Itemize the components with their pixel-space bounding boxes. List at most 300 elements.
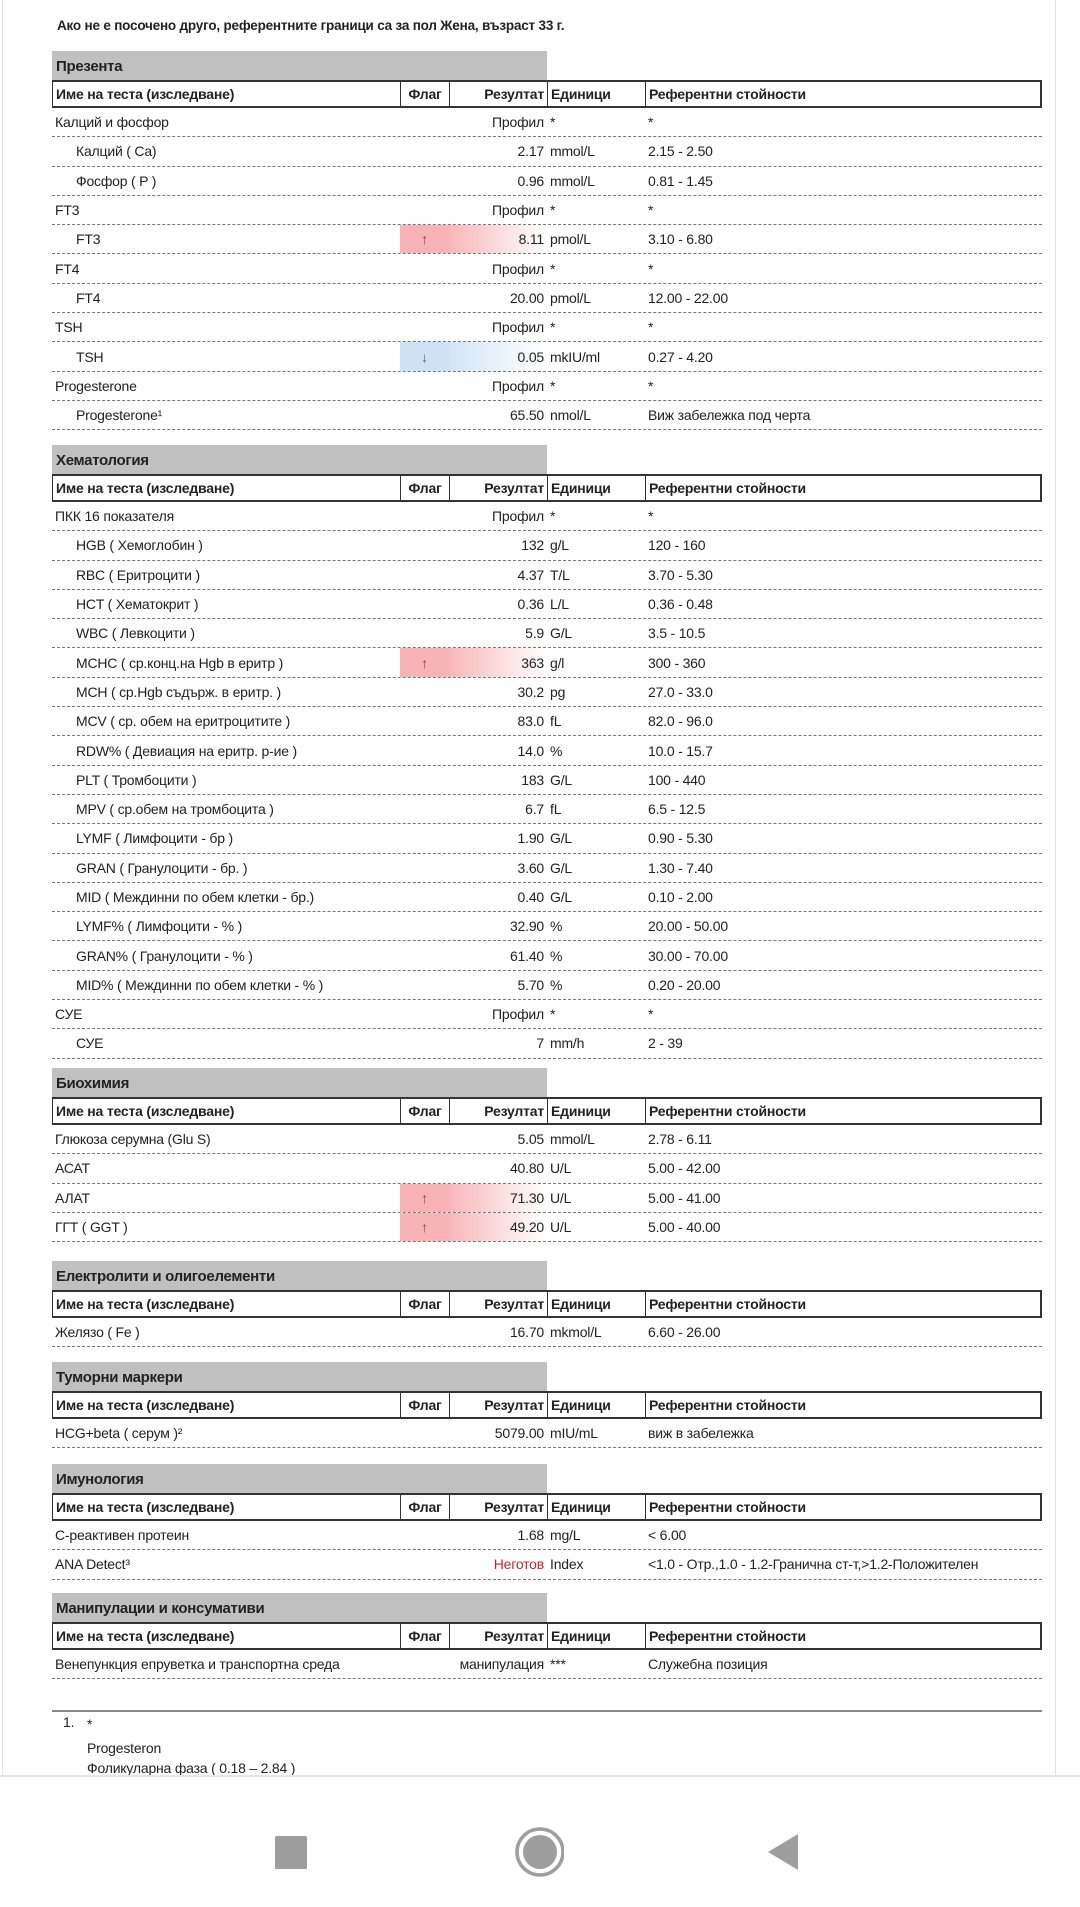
section-title: Имунология	[52, 1464, 547, 1493]
test-name: СУЕ	[55, 1006, 83, 1023]
table-row	[52, 1184, 1042, 1213]
test-name: MID ( Междинни по обем клетки - бр.)	[76, 889, 315, 905]
units: *	[550, 114, 556, 131]
table-row	[52, 196, 1042, 225]
reference-range: *	[648, 319, 654, 336]
result-value: 65.50	[509, 407, 544, 424]
table-row	[52, 561, 1042, 590]
units: mIU/mL	[550, 1425, 598, 1442]
flag-high-arrow: ↑	[400, 1184, 449, 1212]
units: mkmol/L	[550, 1324, 602, 1341]
reference-range: виж в забележка	[648, 1425, 754, 1442]
test-name: Венепункция епруветка и транспортна среда	[55, 1656, 340, 1673]
table-row	[52, 971, 1042, 1000]
units: %	[550, 742, 563, 759]
test-name: MCHC ( ср.конц.на Hgb в еритр )	[76, 654, 284, 671]
reference-range: *	[648, 260, 654, 277]
reference-range: *	[648, 508, 654, 525]
test-name: MCH ( ср.Hgb съдърж. в еритр. )	[76, 683, 282, 700]
table-row	[52, 225, 1042, 254]
reference-range: 5.00 - 41.00	[648, 1189, 721, 1206]
result-value: 14.0	[517, 742, 544, 759]
reference-range: 10.0 - 15.7	[648, 742, 713, 759]
test-name: ПКК 16 показателя	[55, 508, 174, 525]
units: *	[550, 508, 556, 525]
reference-range: *	[648, 114, 654, 131]
test-name: WBC ( Левкоцити )	[76, 625, 195, 642]
test-name: FT4	[76, 289, 101, 306]
table-row	[52, 883, 1042, 912]
triangle-back-icon	[766, 1832, 800, 1872]
reference-range: 5.00 - 42.00	[648, 1160, 721, 1177]
units: U/L	[550, 1160, 572, 1177]
table-row	[52, 590, 1042, 619]
result-value: Профил	[492, 202, 544, 219]
flag-cell	[400, 108, 449, 136]
result-value: 363	[449, 648, 547, 676]
header-ref: Референтни стойности	[649, 86, 806, 102]
section-title: Хематология	[52, 445, 547, 474]
table-row	[52, 284, 1042, 313]
table-row	[52, 1213, 1042, 1242]
test-name: RDW% ( Девиация на еритр. р-ие )	[76, 742, 297, 759]
section-3	[52, 1261, 1042, 1347]
header-ref: Референтни стойности	[649, 1397, 806, 1413]
result-value: 5.05	[517, 1131, 544, 1148]
units: mg/L	[550, 1527, 581, 1544]
section-1	[52, 445, 1042, 1059]
header-result: Резултат	[450, 82, 548, 106]
table-row	[52, 531, 1042, 560]
units: g/l	[550, 654, 565, 671]
square-icon	[274, 1835, 308, 1869]
test-name: Глюкоза серумна (Glu S)	[55, 1131, 211, 1148]
test-name: ANA Detect³	[55, 1556, 130, 1573]
header-units: Единици	[548, 1495, 646, 1519]
reference-range: 27.0 - 33.0	[648, 683, 713, 700]
reference-range: 12.00 - 22.00	[648, 289, 728, 306]
test-name: Калций и фосфор	[55, 114, 169, 131]
flag-cell	[400, 854, 449, 882]
footnote-line2: Фоликуларна фаза ( 0.18 – 2.84 )	[87, 1760, 296, 1775]
table-row	[52, 1650, 1042, 1679]
reference-range: 20.00 - 50.00	[648, 918, 728, 935]
flag-high-arrow: ↑	[400, 1213, 449, 1241]
units: Index	[550, 1556, 584, 1573]
reference-range: 0.81 - 1.45	[648, 172, 713, 189]
result-value: 0.36	[517, 596, 544, 613]
table-header	[52, 1391, 1042, 1419]
header-flag: Флаг	[401, 1393, 450, 1417]
test-name: АЛАТ	[55, 1189, 90, 1206]
units: G/L	[550, 830, 572, 847]
circle-icon	[514, 1826, 564, 1878]
result-value: 183	[521, 771, 544, 788]
flag-cell	[400, 284, 449, 312]
units: *	[550, 260, 556, 277]
result-value: Неготов	[493, 1556, 544, 1573]
result-value: 7	[536, 1035, 544, 1052]
units: %	[550, 918, 563, 935]
table-row	[52, 137, 1042, 166]
table-row	[52, 167, 1042, 196]
table-row	[52, 766, 1042, 795]
test-name: MID% ( Междинни по обем клетки - % )	[76, 976, 324, 993]
test-name: LYMF% ( Лимфоцити - % )	[76, 918, 243, 935]
section-2	[52, 1068, 1042, 1242]
flag-cell	[400, 736, 449, 764]
test-name: TSH	[76, 348, 104, 365]
header-name: Име на теста (изследване)	[53, 1292, 401, 1316]
header-result: Резултат	[450, 476, 548, 500]
reference-range: 30.00 - 70.00	[648, 947, 728, 964]
flag-cell	[400, 678, 449, 706]
units: mmol/L	[550, 143, 595, 160]
units: fL	[550, 713, 562, 730]
reference-range: 2.15 - 2.50	[648, 143, 713, 160]
table-row	[52, 1125, 1042, 1154]
table-row	[52, 1521, 1042, 1550]
result-value: 0.40	[517, 889, 544, 905]
reference-range: 0.20 - 20.00	[648, 976, 721, 993]
units: T/L	[550, 566, 570, 583]
reference-range: *	[648, 202, 654, 219]
flag-cell	[400, 912, 449, 940]
header-ref: Референтни стойности	[649, 1103, 806, 1119]
table-row	[52, 1419, 1042, 1448]
flag-cell	[400, 1029, 449, 1057]
flag-cell	[400, 196, 449, 224]
test-name: Progesterone	[55, 377, 137, 394]
flag-cell	[400, 971, 449, 999]
reference-range: 0.36 - 0.48	[648, 596, 713, 613]
header-flag: Флаг	[401, 1099, 450, 1123]
test-name: АСАТ	[55, 1160, 90, 1177]
table-row	[52, 678, 1042, 707]
test-name: HCT ( Хематокрит )	[76, 596, 199, 613]
units: *	[550, 377, 556, 394]
units: fL	[550, 801, 562, 818]
flag-cell	[400, 137, 449, 165]
flag-cell	[400, 1154, 449, 1182]
header-name: Име на теста (изследване)	[53, 1624, 401, 1648]
flag-cell	[400, 619, 449, 647]
flag-cell	[400, 401, 449, 429]
home-button[interactable]	[514, 1827, 564, 1877]
table-header	[52, 474, 1042, 502]
reference-range: *	[648, 377, 654, 394]
units: mkIU/ml	[550, 348, 600, 365]
header-flag: Флаг	[401, 1624, 450, 1648]
header-name: Име на теста (изследване)	[53, 1495, 401, 1519]
table-header	[52, 1622, 1042, 1650]
reference-range: 6.5 - 12.5	[648, 801, 706, 818]
table-header	[52, 80, 1042, 108]
reference-range: 3.70 - 5.30	[648, 566, 713, 583]
test-name: RBC ( Еритроцити )	[76, 566, 200, 583]
test-name: Желязо ( Fe )	[55, 1324, 140, 1341]
test-name: FT4	[55, 260, 80, 277]
header-name: Име на теста (изследване)	[53, 476, 401, 500]
test-name: ГГТ ( GGT )	[55, 1219, 128, 1236]
result-value: Профил	[492, 508, 544, 525]
table-row	[52, 1550, 1042, 1579]
header-units: Единици	[548, 1099, 646, 1123]
test-name: GRAN ( Гранулоцити - бр. )	[76, 859, 248, 876]
header-result: Резултат	[450, 1292, 548, 1316]
section-5	[52, 1464, 1042, 1580]
flag-cell	[400, 883, 449, 911]
table-row	[52, 1154, 1042, 1183]
header-units: Единици	[548, 1393, 646, 1417]
section-title: Презента	[52, 51, 547, 80]
units: pg	[550, 683, 566, 700]
result-value: 2.17	[517, 143, 544, 160]
table-row	[52, 108, 1042, 137]
flag-high-arrow: ↑	[400, 648, 449, 676]
test-name: HCG+beta ( серум )²	[55, 1425, 183, 1442]
units: g/L	[550, 537, 569, 554]
units: G/L	[550, 889, 572, 905]
units: *	[550, 202, 556, 219]
result-value: 49.20	[449, 1213, 547, 1241]
units: G/L	[550, 859, 572, 876]
reference-range: 82.0 - 96.0	[648, 713, 713, 730]
result-value: Профил	[492, 377, 544, 394]
units: U/L	[550, 1219, 572, 1236]
units: ***	[550, 1656, 566, 1673]
test-name: FT3	[76, 231, 101, 248]
table-row	[52, 1000, 1042, 1029]
footnote-line1: Progesteron	[87, 1740, 162, 1756]
footnote-divider	[52, 1710, 1042, 1712]
header-ref: Референтни стойности	[649, 480, 806, 496]
section-title: Биохимия	[52, 1068, 547, 1097]
flag-cell	[400, 502, 449, 530]
table-row	[52, 254, 1042, 283]
reference-range: 2 - 39	[648, 1035, 683, 1052]
reference-range: 3.10 - 6.80	[648, 231, 713, 248]
result-value: 5079.00	[494, 1425, 544, 1442]
result-value: 61.40	[509, 947, 544, 964]
page-border-right	[1055, 0, 1056, 1775]
flag-cell	[400, 254, 449, 282]
flag-cell	[400, 1125, 449, 1153]
result-value: манипулация	[459, 1656, 544, 1673]
flag-cell	[400, 167, 449, 195]
header-name: Име на теста (изследване)	[53, 1393, 401, 1417]
header-flag: Флаг	[401, 1495, 450, 1519]
table-row	[52, 401, 1042, 430]
table-row	[52, 707, 1042, 736]
table-row	[52, 824, 1042, 853]
result-value: Профил	[492, 319, 544, 336]
header-flag: Флаг	[401, 476, 450, 500]
result-value: 5.70	[517, 976, 544, 993]
reference-range: 3.5 - 10.5	[648, 625, 706, 642]
result-value: 30.2	[517, 683, 544, 700]
units: pmol/L	[550, 289, 591, 306]
header-ref: Референтни стойности	[649, 1628, 806, 1644]
units: G/L	[550, 625, 572, 642]
units: L/L	[550, 596, 569, 613]
flag-cell	[400, 1521, 449, 1549]
header-units: Единици	[548, 1292, 646, 1316]
units: *	[550, 319, 556, 336]
header-ref: Референтни стойности	[649, 1296, 806, 1312]
flag-cell	[400, 707, 449, 735]
header-units: Единици	[548, 476, 646, 500]
result-value: 3.60	[517, 859, 544, 876]
table-row	[52, 648, 1042, 677]
section-title: Манипулации и консумативи	[52, 1593, 547, 1622]
reference-range: Служебна позиция	[648, 1656, 768, 1673]
flag-cell	[400, 795, 449, 823]
table-header	[52, 1097, 1042, 1125]
flag-cell	[400, 1550, 449, 1578]
header-name: Име на теста (изследване)	[53, 82, 401, 106]
test-name: TSH	[55, 319, 83, 336]
result-value: 40.80	[509, 1160, 544, 1177]
header-result: Резултат	[450, 1495, 548, 1519]
section-title: Туморни маркери	[52, 1362, 547, 1391]
result-value: 0.05	[449, 342, 547, 370]
reference-range: <1.0 - Отр.,1.0 - 1.2-Гранична ст-т,>1.2-Положителен	[648, 1556, 979, 1573]
result-value: 32.90	[509, 918, 544, 935]
section-title: Електролити и олигоелементи	[52, 1261, 547, 1290]
result-value: 20.00	[509, 289, 544, 306]
units: %	[550, 947, 563, 964]
reference-range: 1.30 - 7.40	[648, 859, 713, 876]
header-flag: Флаг	[401, 1292, 450, 1316]
test-name: Калций ( Ca)	[76, 143, 157, 160]
test-name: FT3	[55, 202, 80, 219]
flag-cell	[400, 590, 449, 618]
result-value: Профил	[492, 1006, 544, 1023]
table-row	[52, 941, 1042, 970]
test-name: LYMF ( Лимфоцити - бр )	[76, 830, 233, 847]
flag-cell	[400, 1419, 449, 1447]
result-value: Профил	[492, 114, 544, 131]
test-name: HGB ( Хемоглобин )	[76, 537, 203, 554]
header-units: Единици	[548, 82, 646, 106]
result-value: 8.11	[449, 225, 547, 253]
section-4	[52, 1362, 1042, 1448]
result-value: 1.90	[517, 830, 544, 847]
reference-range: 120 - 160	[648, 537, 706, 554]
test-name: GRAN% ( Гранулоцити - % )	[76, 947, 253, 964]
units: pmol/L	[550, 231, 591, 248]
section-6	[52, 1593, 1042, 1679]
reference-range: 0.90 - 5.30	[648, 830, 713, 847]
units: G/L	[550, 771, 572, 788]
header-name: Име на теста (изследване)	[53, 1099, 401, 1123]
result-value: Профил	[492, 260, 544, 277]
flag-cell	[400, 941, 449, 969]
android-nav-bar	[0, 1775, 1080, 1907]
header-ref: Референтни стойности	[649, 1499, 806, 1515]
flag-high-arrow: ↑	[400, 225, 449, 253]
result-value: 132	[521, 537, 544, 554]
reference-range: 2.78 - 6.11	[648, 1131, 712, 1148]
footnote-number: 1.	[63, 1714, 75, 1730]
table-row	[52, 502, 1042, 531]
test-name: C-реактивен протеин	[55, 1527, 189, 1544]
reference-range: < 6.00	[648, 1527, 687, 1544]
test-name: СУЕ	[76, 1035, 104, 1052]
table-row	[52, 912, 1042, 941]
test-name: MCV ( ср. обем на еритроцитите )	[76, 713, 291, 730]
header-units: Единици	[548, 1624, 646, 1648]
flag-cell	[400, 561, 449, 589]
result-value: 5.9	[525, 625, 544, 642]
recent-apps-button[interactable]	[266, 1827, 316, 1877]
table-row	[52, 313, 1042, 342]
result-value: 71.30	[449, 1184, 547, 1212]
units: mmol/L	[550, 1131, 595, 1148]
footnote-star: *	[87, 1716, 93, 1732]
flag-cell	[400, 766, 449, 794]
units: %	[550, 976, 563, 993]
flag-cell	[400, 313, 449, 341]
flag-cell	[400, 1000, 449, 1028]
units: *	[550, 1006, 556, 1023]
table-row	[52, 795, 1042, 824]
units: mm/h	[550, 1035, 585, 1052]
table-row	[52, 1029, 1042, 1058]
reference-range: 100 - 440	[648, 771, 706, 788]
table-row	[52, 854, 1042, 883]
units: U/L	[550, 1189, 572, 1206]
reference-note: Ако не е посочено друго, референтните граници са за пол Жена, възраст 33 г.	[57, 18, 565, 33]
table-header	[52, 1493, 1042, 1521]
result-value: 6.7	[525, 801, 544, 818]
header-result: Резултат	[450, 1624, 548, 1648]
table-row	[52, 1318, 1042, 1347]
units: nmol/L	[550, 407, 591, 424]
reference-range: 0.10 - 2.00	[648, 889, 713, 905]
reference-range: Виж забележка под черта	[648, 407, 811, 424]
header-result: Резултат	[450, 1393, 548, 1417]
flag-low-arrow: ↓	[400, 342, 449, 370]
table-header	[52, 1290, 1042, 1318]
header-flag: Флаг	[401, 82, 450, 106]
table-row	[52, 736, 1042, 765]
result-value: 83.0	[517, 713, 544, 730]
test-name: Фосфор ( P )	[76, 172, 157, 189]
page-border-left	[2, 0, 3, 1775]
reference-range: *	[648, 1006, 654, 1023]
result-value: 4.37	[517, 566, 544, 583]
reference-range: 300 - 360	[648, 654, 706, 671]
table-row	[52, 342, 1042, 371]
flag-cell	[400, 1650, 449, 1678]
table-row	[52, 372, 1042, 401]
back-button[interactable]	[758, 1827, 808, 1877]
reference-range: 6.60 - 26.00	[648, 1324, 721, 1341]
flag-cell	[400, 372, 449, 400]
table-row	[52, 619, 1042, 648]
reference-range: 0.27 - 4.20	[648, 348, 713, 365]
units: mmol/L	[550, 172, 595, 189]
result-value: 0.96	[517, 172, 544, 189]
section-0	[52, 51, 1042, 430]
test-name: Progesterone¹	[76, 407, 163, 424]
test-name: MPV ( ср.обем на тромбоцита )	[76, 801, 274, 818]
flag-cell	[400, 824, 449, 852]
flag-cell	[400, 531, 449, 559]
reference-range: 5.00 - 40.00	[648, 1219, 721, 1236]
